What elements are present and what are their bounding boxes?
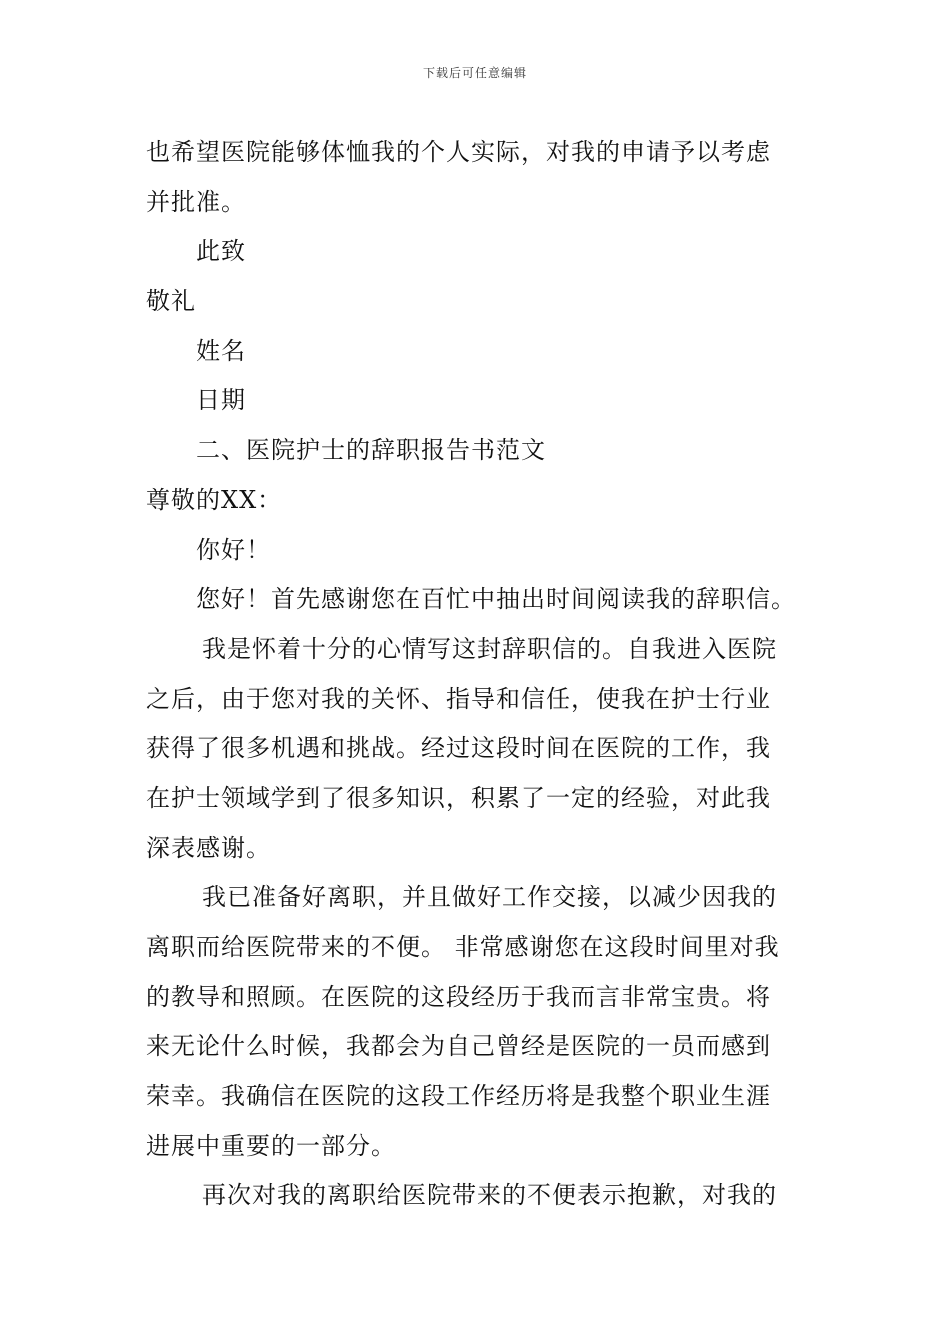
text-line: 在护士领域学到了很多知识，积累了一定的经验，对此我 — [146, 783, 771, 812]
signature-name: 姓名 — [196, 336, 246, 365]
closing-regards: 敬礼 — [146, 287, 196, 316]
section-heading: 二、医院护士的辞职报告书范文 — [196, 436, 546, 465]
text-line: 获得了很多机遇和挑战。经过这段时间在医院的工作，我 — [146, 734, 771, 763]
paragraph-start: 我已准备好离职，并且做好工作交接，以减少因我的 — [202, 883, 777, 912]
closing-salutation: 此致 — [196, 237, 246, 266]
text-line: 深表感谢。 — [146, 833, 271, 862]
text-line: 并批准。 — [146, 187, 246, 216]
signature-date: 日期 — [196, 386, 246, 415]
document-body — [146, 128, 810, 1221]
text-line: 荣幸。我确信在医院的这段工作经历将是我整个职业生涯 — [146, 1082, 771, 1111]
letter-greeting: 尊敬的XX： — [146, 485, 283, 514]
text-line: 您好！首先感谢您在百忙中抽出时间阅读我的辞职信。 — [196, 585, 796, 614]
text-line: 来无论什么时候，我都会为自己曾经是医院的一员而感到 — [146, 1032, 771, 1061]
text-line: 之后，由于您对我的关怀、指导和信任，使我在护士行业 — [146, 684, 771, 713]
text-line: 的教导和照顾。在医院的这段经历于我而言非常宝贵。将 — [146, 982, 771, 1011]
text-line: 也希望医院能够体恤我的个人实际，对我的申请予以考虑 — [146, 138, 771, 166]
paragraph-start: 再次对我的离职给医院带来的不便表示抱歉，对我的 — [202, 1181, 777, 1210]
paragraph-start: 我是怀着十分的心情写这封辞职信的。自我进入医院 — [202, 634, 777, 663]
text-line: 进展中重要的一部分。 — [146, 1131, 396, 1160]
text-line: 你好！ — [196, 535, 271, 564]
page-header-note: 下载后可任意编辑 — [422, 66, 527, 80]
text-line: 离职而给医院带来的不便。 非常感谢您在这段时间里对我 — [146, 933, 780, 961]
